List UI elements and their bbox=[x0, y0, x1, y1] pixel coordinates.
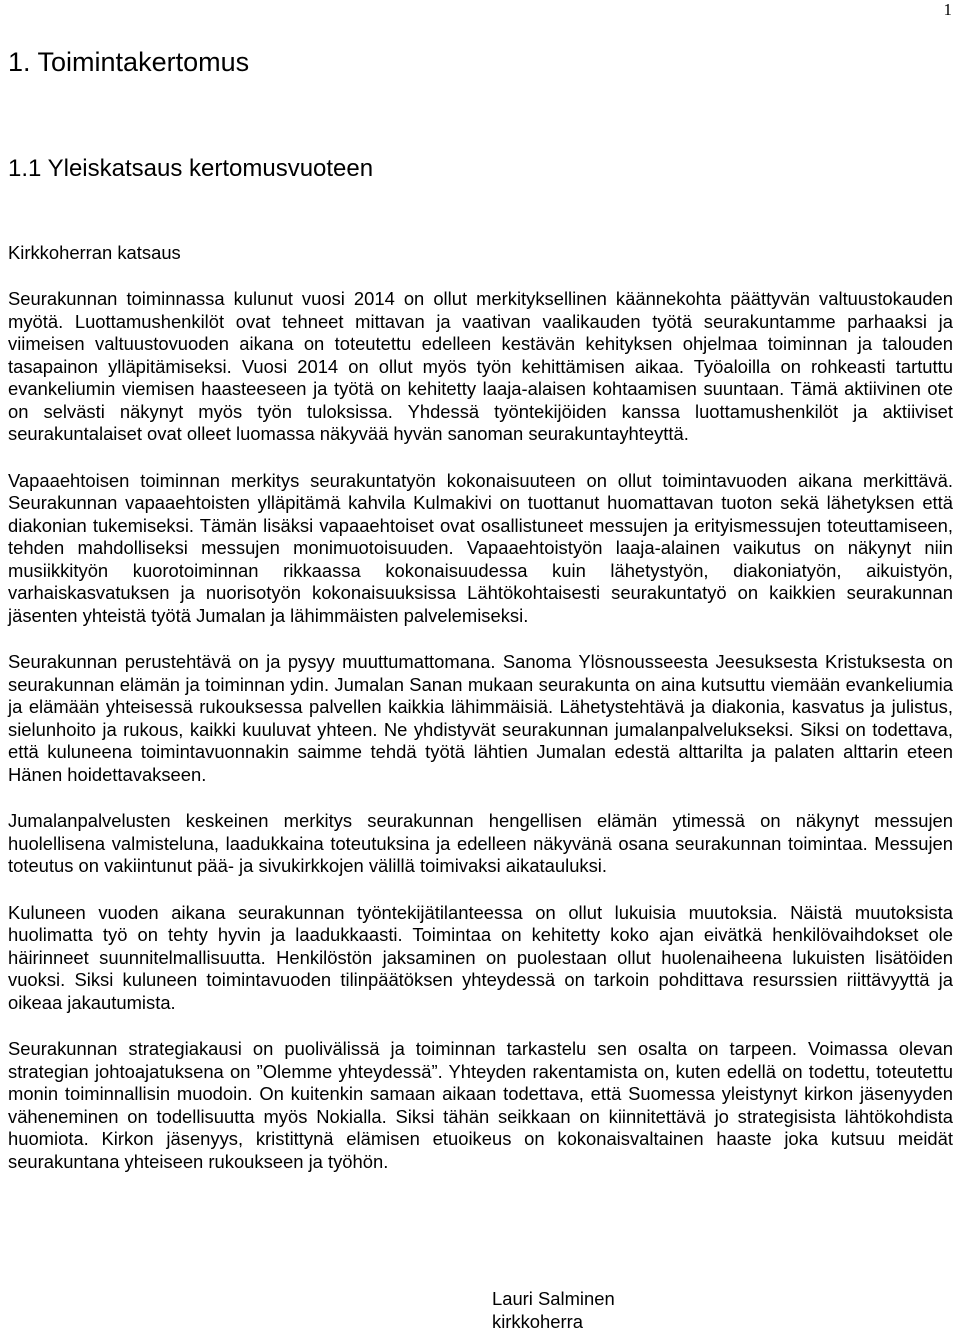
signer-name: Lauri Salminen bbox=[492, 1288, 615, 1309]
page-number: 1 bbox=[943, 0, 952, 19]
paragraph-6: Seurakunnan strategiakausi on puolivälissä ja toiminnan tarkastelu sen osalta on tarpeen. Voimassa olevan strategian johtoajatuksena on ”Olemme yhteydessä”. Yhteyden rakentamista on, kuten edellä on todettu, toteutettu monin toiminnallisin muodoin. On kuitenkin samaan aikaan todettava, että Suomessa yleistynyt kirkon jäsenyyden väheneminen on todellisuutta myös Nokialla. Siksi tähän seikkaan on kiinnitettävä jo strategisista lähtökohdista huomiota. Kirkon jäsenyys, kristittynä elämisen etuoikeus on kokonaisvaltainen haaste joka kutsuu meidät seurakuntana yhteiseen rukoukseen ja työhön. bbox=[8, 1038, 953, 1172]
paragraph-5: Kuluneen vuoden aikana seurakunnan työntekijätilanteessa on ollut lukuisia muutoksia. Näistä muutoksista huolimatta työ on tehty hyvin ja laadukkaasti. Toimintaa on kehitetty koko ajan eivätkä henkilövaihdokset ole häirinneet suunnitelmallisuutta. Henkilöstön jaksaminen on puolestaan ollut huolenaiheena lukuisten lisätöiden vuoksi. Siksi kuluneen toimintavuoden tilinpäätöksen yhteydessä on tarkoin pohdittava resurssien riittävyyttä ja oikeaa jakautumista. bbox=[8, 901, 953, 1013]
paragraph-3: Seurakunnan perustehtävä on ja pysyy muuttumattomana. Sanoma Ylösnousseesta Jeesuksesta Kristuksesta on seurakunnan elämän ja toiminnan ydin. Jumalan Sanan mukaan seurakunta on aina kutsuttu viemään evankeliumia ja elämään yhteisessä rukouksessa palvellen kaikkia lähimmäisiä. Lähetystehtävä ja diakonia, kasvatus ja julistus, sielunhoito ja rukous, kaikki kuuluvat yhteen. Ne yhdistyvät seurakunnan jumalanpalvelukseksi. Siksi on todettava, että kuluneena toimintavuonnakin saimme tehdä työtä lähtien Jumalan edestä alttarilta ja palaten alttarin eteen Hänen hoidettavakseen. bbox=[8, 651, 953, 785]
report-body bbox=[8, 288, 953, 1197]
main-heading: 1. Toimintakertomus bbox=[8, 47, 250, 77]
signer-title: kirkkoherra bbox=[492, 1311, 583, 1332]
paragraph-4: Jumalanpalvelusten keskeinen merkitys seurakunnan hengellisen elämän ytimessä on näkynyt messujen huolellisena valmisteluna, laadukkaina toteutuksina ja edelleen näkyvänä osana seurakunnan toimintaa. Messujen toteutus on vakiintunut pää- ja sivukirkkojen välillä toimivaksi aikatauluksi. bbox=[8, 810, 953, 876]
paragraph-2: Vapaaehtoisen toiminnan merkitys seurakuntatyön kokonaisuuteen on ollut toimintavuoden aikana merkittävä. Seurakunnan vapaaehtoisten ylläpitämä kahvila Kulmakivi on tuottanut huomattavan tuoton sekä lähetyksen että diakonian tukemiseksi. Tämän lisäksi vapaaehtoiset ovat osallistuneet messujen ja erityismessujen toteuttamiseen, tehden mahdolliseksi messujen monimuotoisuuden. Vapaaehtoistyön laaja-alainen vaikutus on näkynyt niin musiikkityön kuorotoiminnan rikkaassa kokonaisuudessa kuin lähetystyön, diakoniatyön, aikuistyön, varhaiskasvatuksen ja nuorisotyön kokonaisuuksissa Lähtökohtaisesti seurakuntatyö on kaikkien seurakunnan jäsenten yhteistä työtä Jumalan ja lähimmäisten palvelemiseksi. bbox=[8, 469, 953, 626]
section-title: Kirkkoherran katsaus bbox=[8, 242, 181, 263]
paragraph-1: Seurakunnan toiminnassa kulunut vuosi 2014 on ollut merkityksellinen käännekohta päättyvän valtuustokauden myötä. Luottamushenkilöt ovat tehneet mittavan ja vaativan vaalikauden työtä seurakuntamme parhaaksi ja viimeisen valtuustovuoden aikana on toteutettu edelleen kestävän kehityksen ohjelmaa toiminnan ja talouden tasapainon ylläpitämiseksi. Vuosi 2014 on ollut myös työn kehittämisen aikaa. Työaloilla on rohkeasti tartuttu evankeliumin viemisen haasteeseen ja työtä on kehitetty laaja-alaisen kohtaamisen suuntaan. Tämä aktiivinen ote on selvästi näkynyt myös työn tuloksissa. Yhdessä työntekijöiden kanssa luottamushenkilöt ja aktiiviset seurakuntalaiset ovat olleet luomassa näkyvää hyvän sanoman seurakuntayhteyttä. bbox=[8, 288, 953, 444]
signature-block bbox=[492, 1287, 615, 1333]
sub-heading: 1.1 Yleiskatsaus kertomusvuoteen bbox=[8, 155, 374, 182]
